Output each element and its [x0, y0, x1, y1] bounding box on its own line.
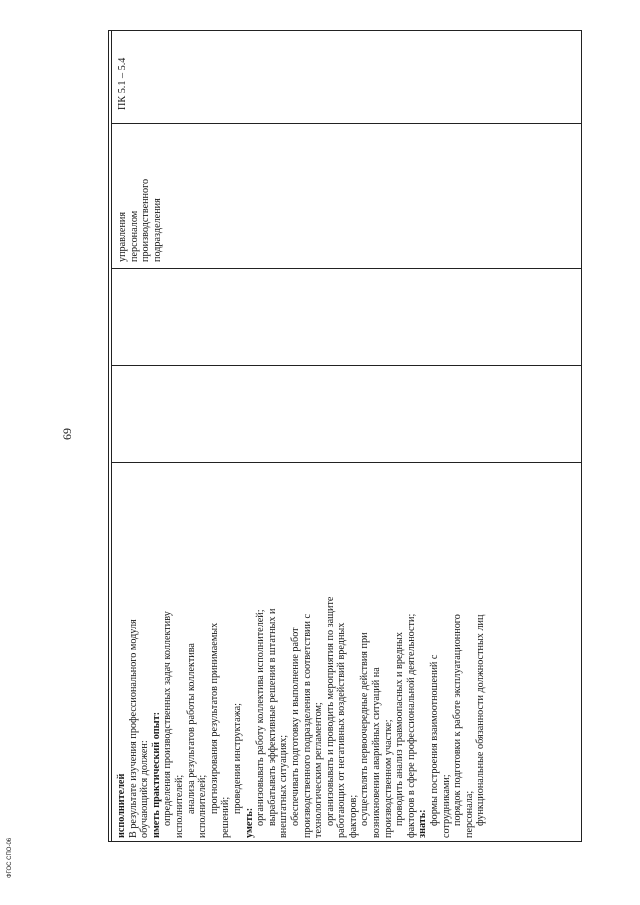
- content-line: обеспечивать подготовку и выполнение работ: [289, 627, 301, 826]
- table-border-top: [108, 30, 582, 31]
- content-line: производственном участке;: [382, 719, 394, 838]
- content-line: проводить анализ травмоопасных и вредных: [394, 632, 406, 826]
- content-line: обучающийся должен:: [139, 740, 151, 838]
- content-line: прогнозирования результатов принимаемых: [208, 622, 220, 814]
- content-line: проведения инструктажа;: [231, 703, 243, 814]
- table-border-left: [108, 30, 109, 842]
- content-line: организовывать работу коллектива исполнителей;: [255, 609, 267, 826]
- content-line: персонала;: [463, 790, 475, 838]
- content-line: решений;: [220, 796, 232, 838]
- module-name-line: персоналом: [128, 210, 140, 262]
- competency-codes: ПК 5.1 – 5.4: [117, 57, 128, 110]
- content-line: уметь:: [243, 807, 255, 838]
- content-line: вырабатывать эффективные решения в штатных и: [266, 608, 278, 826]
- module-name-line: управления: [117, 211, 128, 262]
- page-number: 69: [60, 428, 74, 440]
- content-line: порядок подготовки к работе эксплуатационного: [452, 614, 464, 826]
- content-line: факторов в сфере профессиональной деятельности;: [405, 613, 417, 838]
- content-line: производственного подразделения в соответствии с: [301, 614, 313, 838]
- content-line: исполнителей;: [197, 774, 209, 838]
- module-name-line: производственного: [140, 178, 152, 262]
- table-inner-border: [111, 30, 112, 842]
- content-line: иметь практический опыт:: [150, 711, 162, 838]
- footer-code: ФГОС СПО-06: [7, 837, 13, 878]
- content-line: формы построения взаимоотношений с: [429, 654, 441, 826]
- content-line: внештатных ситуациях;: [278, 734, 290, 838]
- content-line: исполнителей: [116, 773, 127, 838]
- content-line: исполнителей;: [173, 774, 185, 838]
- table-border-right: [581, 30, 582, 842]
- content-line: функциональные обязанности должностных лиц: [475, 614, 487, 826]
- module-name-column: [117, 122, 163, 262]
- module-name-line: подразделения: [151, 198, 163, 262]
- content-line: анализа результатов работы коллектива: [185, 643, 197, 814]
- content-line: работающих от негативных воздействий вредных: [336, 622, 348, 838]
- content-column: [116, 196, 487, 838]
- content-line: сотрудниками;: [440, 774, 452, 838]
- content-line: организовывать и проводить мероприятия по защите: [324, 596, 336, 826]
- table-border-bottom: [108, 841, 582, 842]
- content-line: знать:: [417, 809, 429, 838]
- column-divider: [111, 123, 581, 124]
- content-line: В результате изучения профессионального модуля: [127, 619, 139, 838]
- content-line: технологическим регламентом;: [313, 702, 325, 838]
- competency-column: [117, 30, 129, 110]
- content-line: определения производственных задач коллективу: [162, 611, 174, 826]
- content-line: осуществлять первоочередные действия при: [359, 632, 371, 826]
- content-line: факторов;: [347, 794, 359, 838]
- content-line: возникновении аварийных ситуаций на: [371, 667, 383, 838]
